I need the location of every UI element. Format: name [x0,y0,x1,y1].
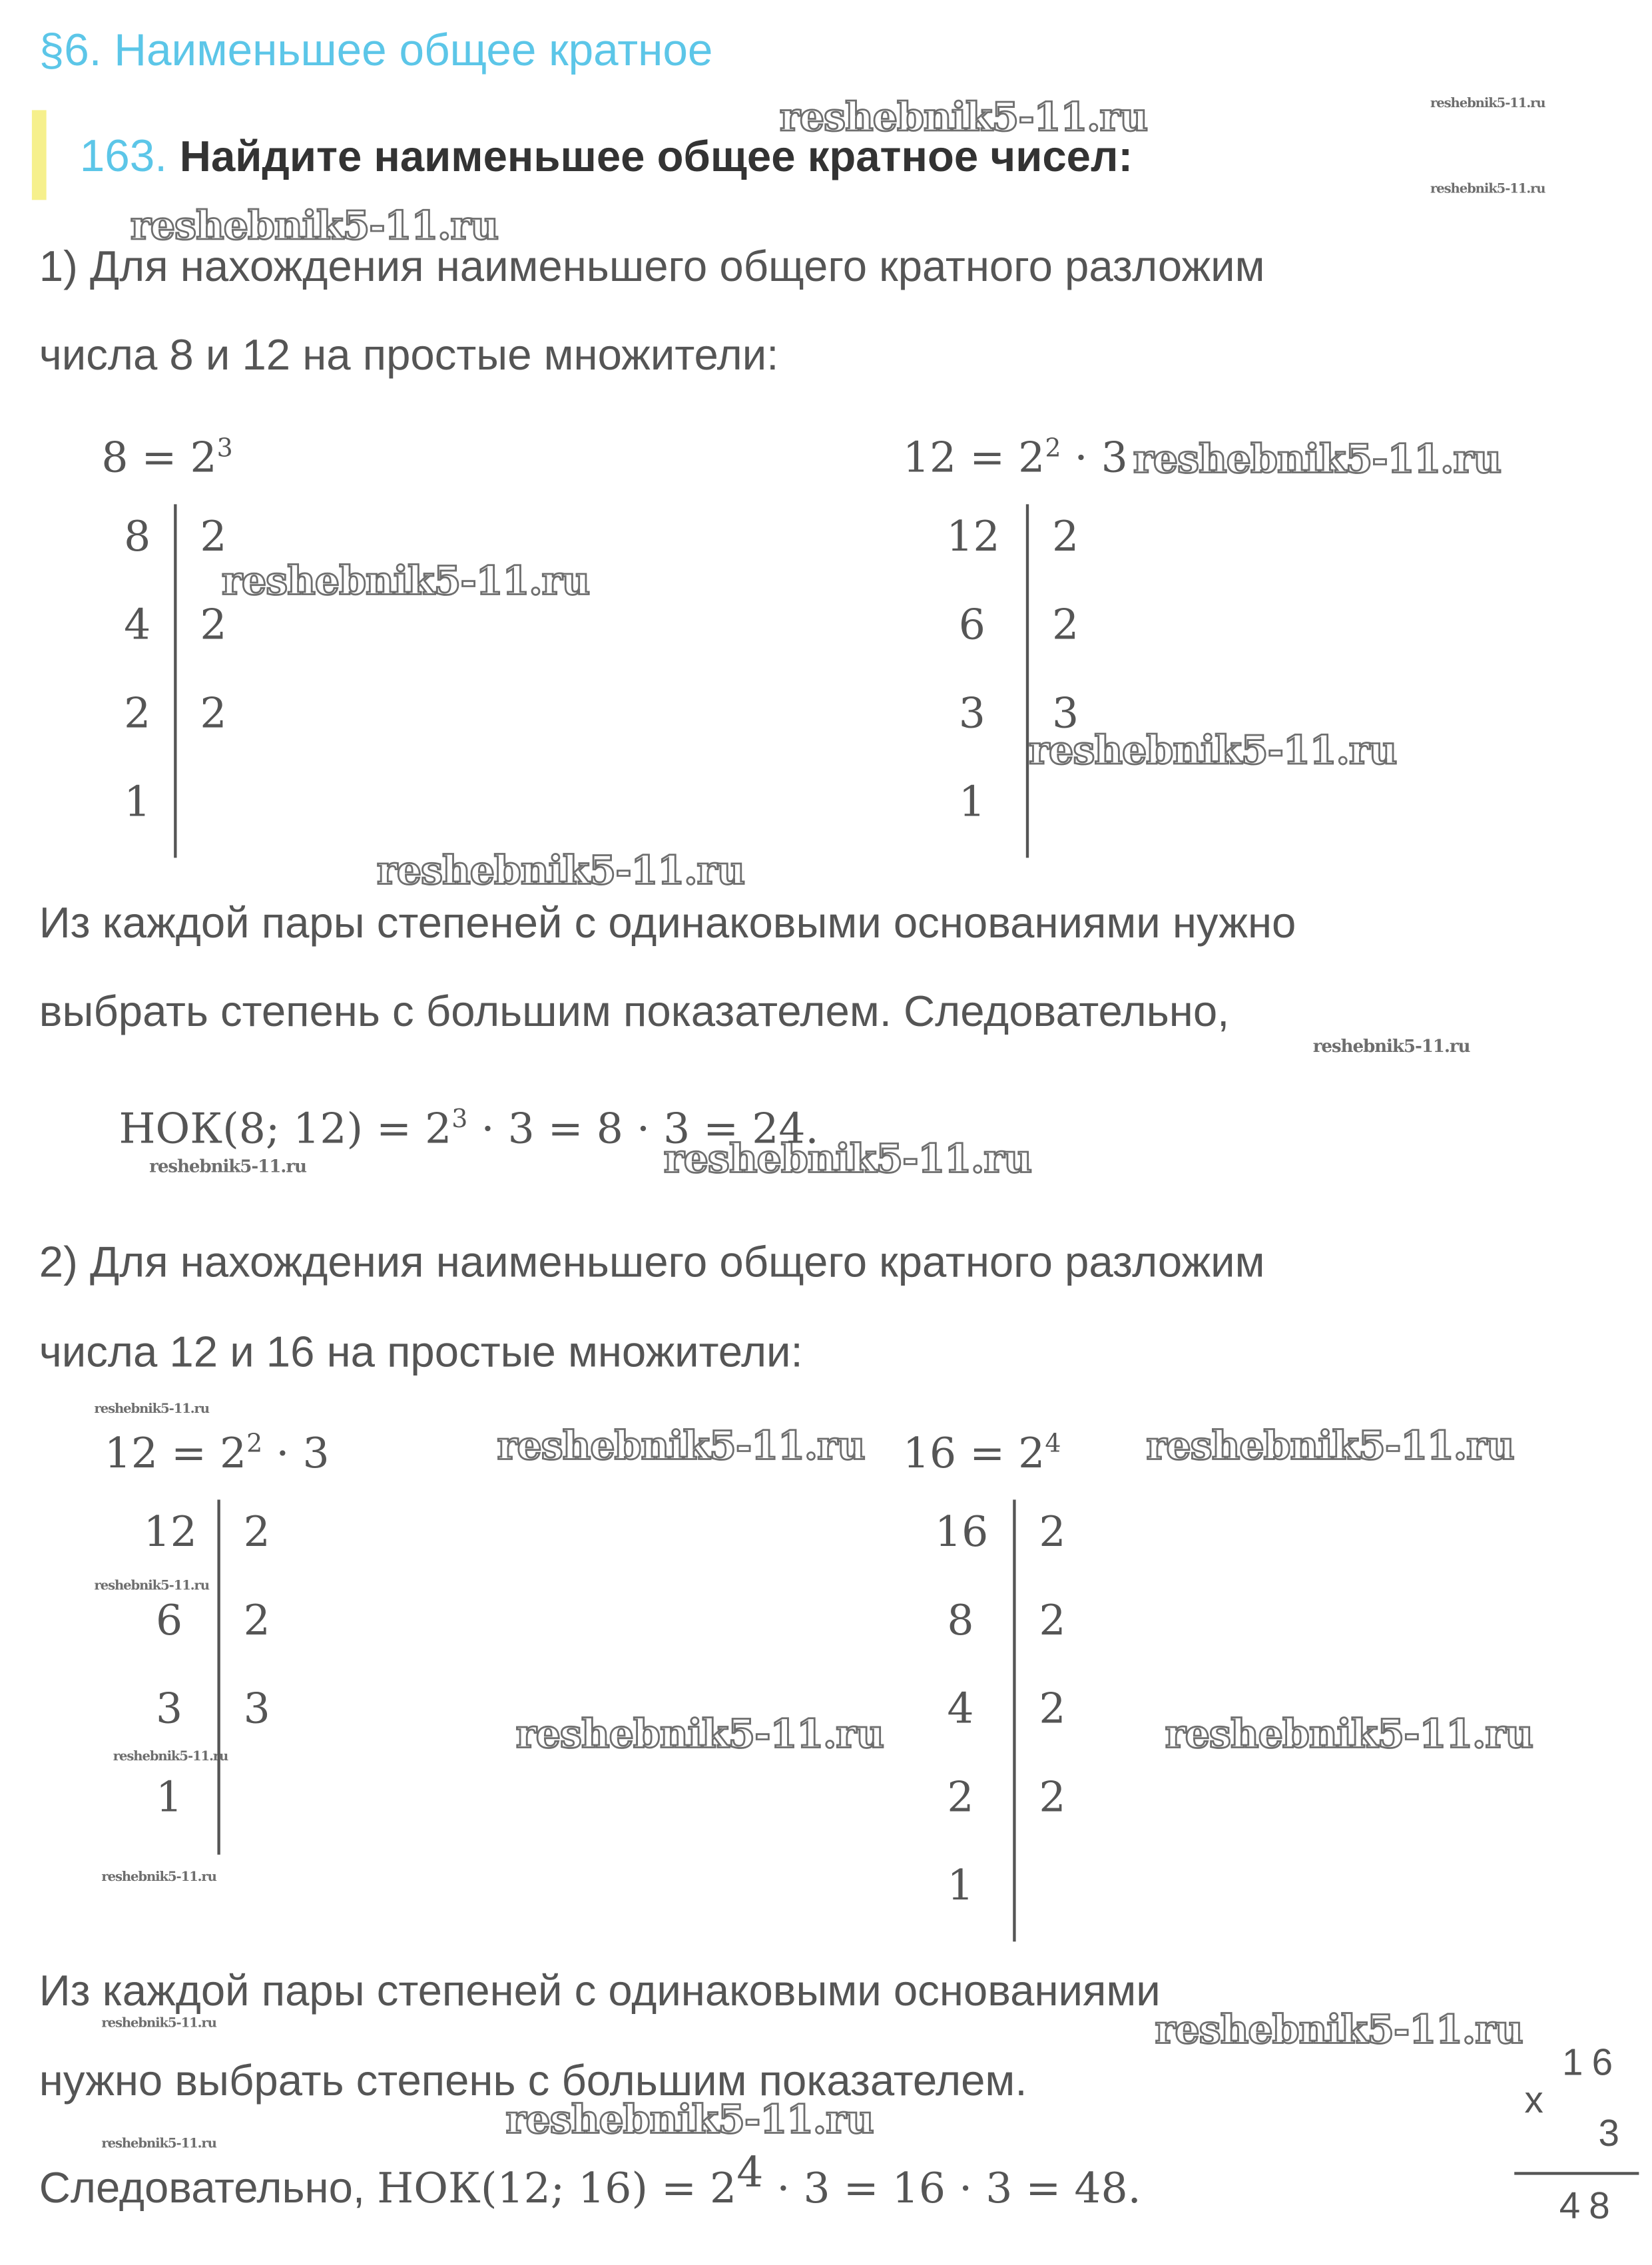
watermark: reshebnik5-11.ru [1146,1424,1514,1469]
dividend: 12 [946,511,1000,561]
task-text: Найдите наименьшее общее кратное чисел: [179,133,1133,182]
divisor: 2 [200,599,227,649]
dividend: 3 [156,1683,183,1733]
part2-line2: числа 12 и 16 на простые множители: [39,1328,803,1377]
watermark: reshebnik5-11.ru [101,2137,216,2152]
dividend: 1 [947,1860,974,1910]
part2-eq-a: $12 = 2^2 \cdot 3$ [104,1428,330,1478]
dividend: 1 [958,776,985,826]
dividend: 1 [124,776,151,826]
part2-result: Следовательно, НОК(12; $16) = 2^4 \cdot 3 = 16 \cdot 3 = 48$. [39,2147,1141,2213]
watermark: reshebnik5-11.ru [515,1712,884,1758]
watermark: reshebnik5-11.ru [1312,1036,1470,1057]
dividend: 2 [947,1772,974,1822]
divisor: 2 [1051,511,1079,561]
dividend: 1 [156,1772,183,1822]
divisor: 2 [200,688,227,738]
divisor: 3 [1051,688,1079,738]
part2-conclusion-2: нужно выбрать степень с большим показателем. [39,2057,1027,2106]
watermark: reshebnik5-11.ru [1133,437,1502,483]
divisor: 2 [1039,1595,1066,1645]
part2-line1: 2) Для нахождения наименьшего общего кратного разложим [39,1238,1265,1287]
watermark: reshebnik5-11.ru [1029,728,1397,774]
dividend: 6 [156,1595,183,1645]
part1-eq-a: $8 = 2^3$ [101,432,233,482]
watermark: reshebnik5-11.ru [505,2098,874,2143]
divisor: 2 [1039,1683,1066,1733]
divisor: 2 [200,511,227,561]
part2-eq-b: $16 = 2^4$ [902,1428,1061,1478]
dividend: 2 [124,688,151,738]
watermark: reshebnik5-11.ru [101,2017,216,2032]
watermark: reshebnik5-11.ru [1430,97,1545,112]
task-number: 163. [79,130,168,182]
watermark: reshebnik5-11.ru [94,1579,209,1594]
part2-conclusion-1: Из каждой пары степеней с одинаковыми основаниями [39,1967,1161,2016]
watermark: reshebnik5-11.ru [113,1750,228,1765]
part1-line1: 1) Для нахождения наименьшего общего кратного разложим [39,243,1265,292]
dividend: 8 [947,1595,974,1645]
watermark: reshebnik5-11.ru [1430,182,1545,197]
dividend: 4 [124,599,151,649]
watermark: reshebnik5-11.ru [130,204,499,250]
watermark: reshebnik5-11.ru [101,1870,216,1886]
watermark: reshebnik5-11.ru [149,1156,306,1177]
watermark: reshebnik5-11.ru [94,1402,209,1417]
part1-result: НОК(8; $12) = 2^3 \cdot 3 = 8 \cdot 3 = 24$. [119,1103,819,1153]
dividend: 3 [958,688,985,738]
watermark: reshebnik5-11.ru [497,1424,865,1469]
divisor: 2 [243,1507,270,1557]
part1-eq-b: $12 = 2^2 \cdot 3$ [902,432,1128,482]
watermark: reshebnik5-11.ru [663,1137,1031,1182]
dividend: 16 [934,1507,989,1557]
task-highlight-bar [32,110,47,200]
watermark: reshebnik5-11.ru [779,95,1148,141]
part1-line2: числа 8 и 12 на простые множители: [39,332,779,380]
solution-page: §6. Наименьшее общее кратное 163. Найдите наименьшее общее кратное чисел: 1) Для нахождения наименьшего общего кратного разложим числа 8 и 12 на простые множители: $8 = 2^3$ $12 = 2^2 \cdot 3$ 8 4 2 1 2 2 2 12 6 3 1 2 2 3 Из каждой пары степеней с одинаковыми основаниями нужно выбрать степень с большим показателем. Следовательно, НОК(8; $12) = 2^3 \cdot 3 = 8 \cdot 3 = 24$. 2) Для нахождения наименьшего общего кратного разложим числа 12 и 16 на простые множители: $12 = 2^2 \cdot 3$ $16 = 2^4$ 12 6 3 1 2 2 3 16 8 4 2 1 2 2 2 2 Из каждой пары степеней с одинаковыми основаниями нужно выбрать степень с большим показателем. Следовательно, НОК(12; $16) = 2^4 \cdot 3 = 16 \cdot 3 = 48$. 16 x 3 48 reshebnik5-11.ru reshebnik5-11.ru reshebnik5-11.ru reshebnik5-11.ru reshebnik5-11.ru reshebnik5-11.ru reshebnik5-11.ru reshebnik5-11.ru reshebnik5-11.ru reshebnik5-11.ru reshebnik5-11.ru reshebnik5-11.ru reshebnik5-11.ru reshebnik5-11.ru reshebnik5-11.ru reshebnik5-11.ru reshebnik5-11.ru reshebnik5-11.ru reshebnik5-11.ru reshebnik5-11.ru reshebnik5-11.ru reshebnik5-11.ru reshebnik5-11.ru [0,0,1652,2265]
part1-conclusion-1: Из каждой пары степеней с одинаковыми основаниями нужно [39,899,1296,948]
dividend: 12 [143,1507,197,1557]
section-title: §6. Наименьшее общее кратное [39,24,713,76]
watermark: reshebnik5-11.ru [221,559,590,605]
watermark: reshebnik5-11.ru [376,849,745,894]
divisor: 2 [243,1595,270,1645]
divisor: 2 [1039,1507,1066,1557]
dividend: 8 [124,511,151,561]
watermark: reshebnik5-11.ru [1165,1712,1533,1758]
divisor: 2 [1039,1772,1066,1822]
dividend: 4 [947,1683,974,1733]
divisor: 3 [243,1683,270,1733]
divisor: 2 [1051,599,1079,649]
part1-conclusion-2: выбрать степень с большим показателем. Следовательно, [39,988,1230,1037]
watermark: reshebnik5-11.ru [1155,2008,1523,2053]
dividend: 6 [958,599,985,649]
